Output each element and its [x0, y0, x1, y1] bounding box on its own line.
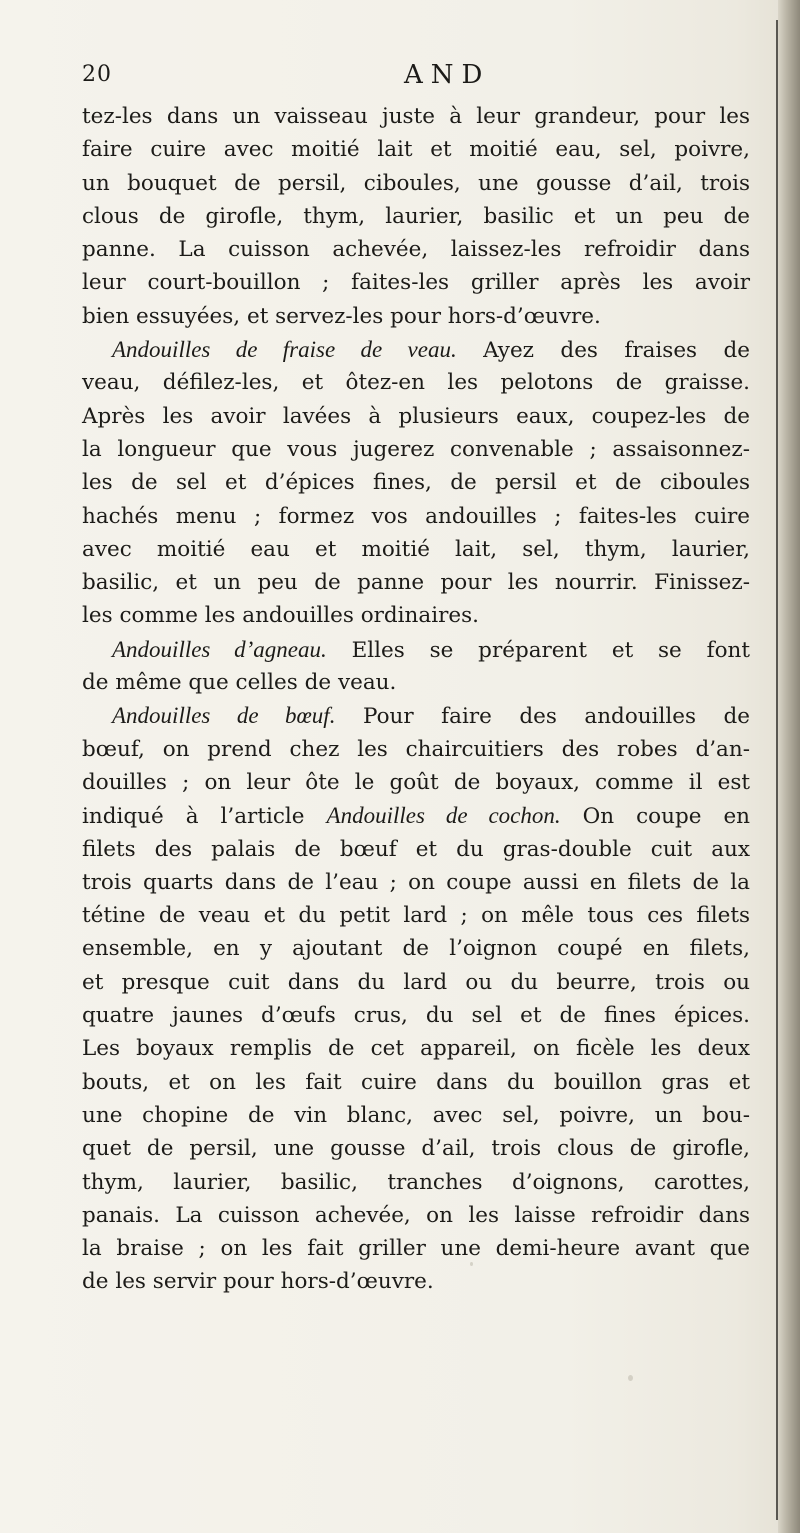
- entry-first-line: [82, 333, 750, 366]
- entry-andouilles-fraise-de-veau: [82, 333, 750, 633]
- page-number: 20: [82, 62, 112, 87]
- text-line: tez-les dans un vaisseau juste à leur grandeur, pour les: [82, 104, 750, 129]
- text-line: de les servir pour hors-d’œuvre.: [82, 1269, 434, 1295]
- text-line: thym, laurier, basilic, tranches d’oignons, carottes,: [82, 1169, 750, 1195]
- text-line: la braise ; on les fait griller une demi-heure avant que: [82, 1236, 750, 1262]
- text-line: une chopine de vin blanc, avec sel, poivre, un bou-: [82, 1102, 750, 1128]
- text-line: clous de girofle, thym, laurier, basilic et un peu de: [82, 203, 750, 229]
- entry-title: Andouilles de fraise de veau.: [112, 337, 457, 363]
- text-line: quatre jaunes d’œufs crus, du sel et de fines épices.: [82, 1003, 750, 1029]
- text-line: leur court-bouillon ; faites-les griller après les avoir: [82, 270, 750, 296]
- text-line: bouts, et on les fait cuire dans du bouillon gras et: [82, 1069, 750, 1095]
- text-line: trois quarts dans de l’eau ; on coupe aussi en filets de la: [82, 869, 750, 895]
- text-line: bœuf, on prend chez les chaircuitiers des robes d’an-: [82, 736, 750, 762]
- text-line: la longueur que vous jugerez convenable ; assaisonnez-: [82, 436, 750, 462]
- text-line: et presque cuit dans du lard ou du beurre, trois ou: [82, 969, 750, 995]
- text-block: [82, 100, 750, 1299]
- text-line: quet de persil, une gousse d’ail, trois clous de girofle,: [82, 1136, 750, 1162]
- running-head: [82, 62, 762, 96]
- text-line: bien essuyées, et servez-les pour hors-d’œuvre.: [82, 303, 601, 329]
- entry-andouilles-de-boeuf: [82, 699, 750, 1298]
- text-line: Après les avoir lavées à plusieurs eaux, coupez-les de: [82, 403, 750, 429]
- text-line: les comme les andouilles ordinaires.: [82, 603, 479, 629]
- running-head-word: AND: [404, 60, 491, 90]
- paragraph-continuation: [82, 100, 750, 333]
- text-line: panais. La cuisson achevée, on les laisse refroidir dans: [82, 1202, 750, 1228]
- text-line: basilic, et un peu de panne pour les nourrir. Finissez-: [82, 570, 750, 596]
- text-line: veau, défilez-les, et ôtez-en les pelotons de graisse.: [82, 370, 750, 396]
- entry-andouilles-agneau: [82, 633, 750, 700]
- entry-title: Andouilles d’agneau.: [112, 636, 327, 662]
- text-line: ensemble, en y ajoutant de l’oignon coupé en filets,: [82, 936, 750, 962]
- text-line-with-reference: [82, 799, 750, 832]
- text-line: filets des palais de bœuf et du gras-double cuit aux: [82, 836, 750, 862]
- cross-reference: Andouilles de cochon.: [326, 803, 561, 829]
- text-line: de même que celles de veau.: [82, 670, 397, 696]
- entry-text: Pour faire des andouilles de: [362, 704, 750, 730]
- text-line: faire cuire avec moitié lait et moitié eau, sel, poivre,: [82, 137, 750, 163]
- text-line: tétine de veau et du petit lard ; on mêle tous ces filets: [82, 903, 750, 929]
- entry-first-line: [82, 633, 750, 666]
- entry-text: Elles se préparent et se font: [351, 637, 750, 663]
- text-line: hachés menu ; formez vos andouilles ; faites-les cuire: [82, 503, 750, 529]
- entry-text: indiqué à l’article: [82, 804, 305, 830]
- text-line: douilles ; on leur ôte le goût de boyaux, comme il est: [82, 769, 750, 795]
- text-line: Les boyaux remplis de cet appareil, on ficèle les deux: [82, 1036, 750, 1062]
- page-gutter-edge: [778, 0, 800, 1533]
- paper-speck: [628, 1375, 633, 1381]
- entry-first-line: [82, 699, 750, 732]
- entry-title: Andouilles de bœuf.: [112, 703, 336, 729]
- entry-text: Ayez des fraises de: [483, 338, 751, 364]
- gutter-rule: [776, 20, 778, 1520]
- text-line: avec moitié eau et moitié lait, sel, thym, laurier,: [82, 536, 750, 562]
- text-line: les de sel et d’épices fines, de persil et de ciboules: [82, 470, 750, 496]
- text-line: panne. La cuisson achevée, laissez-les refroidir dans: [82, 237, 750, 263]
- text-line: un bouquet de persil, ciboules, une gousse d’ail, trois: [82, 170, 750, 196]
- entry-text: On coupe en: [582, 804, 751, 830]
